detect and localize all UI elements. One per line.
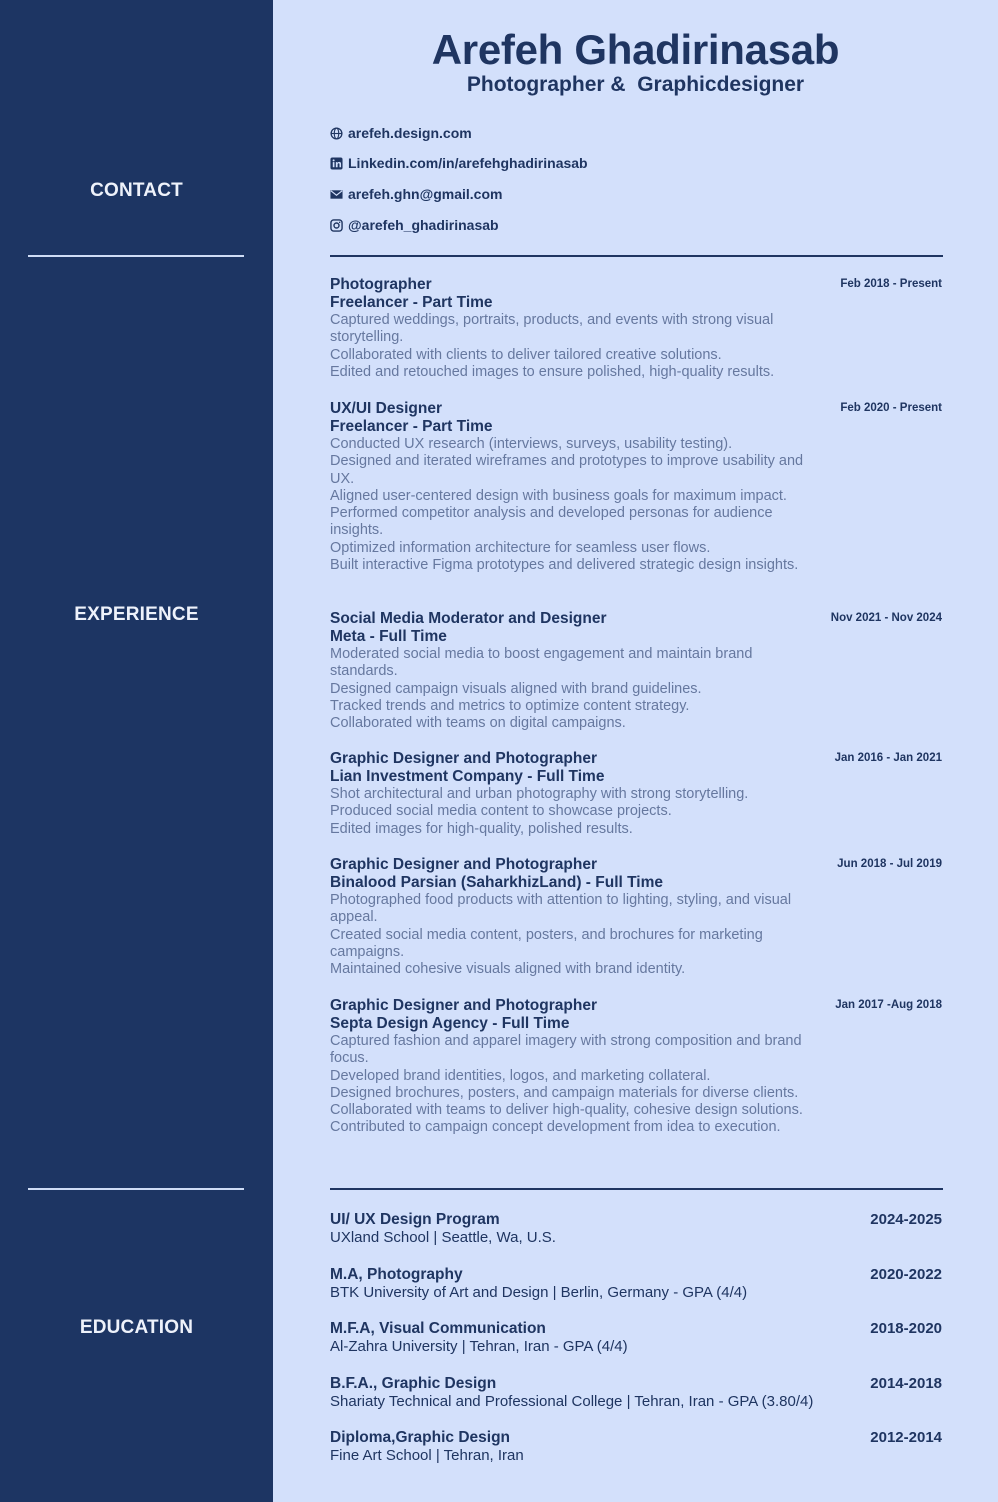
bullet-item: Edited and retouched images to ensure polished, high-quality results. (330, 363, 775, 380)
contact-instagram-text: @arefeh_ghadirinasab (348, 217, 499, 233)
job-company: Binalood Parsian (SaharkhizLand) - Full Time (330, 874, 664, 891)
bullet-item: Maintained cohesive visuals aligned with brand identity. (330, 961, 686, 978)
instagram-icon (330, 219, 343, 232)
bullet-item: Shot architectural and urban photography with strong storytelling. (330, 786, 749, 802)
edu-school: Shariaty Technical and Professional College | Tehran, Iran - GPA (3.80/4) (330, 1393, 814, 1410)
bullet-item: Conducted UX research (interviews, surveys, usability testing). (330, 436, 733, 452)
bullet-item: Developed brand identities, logos, and marketing collateral. (330, 1067, 711, 1084)
job-title: Graphic Designer and Photographer (330, 856, 597, 873)
experience-item (330, 856, 942, 978)
job-company: Meta - Full Time (330, 628, 447, 645)
edu-degree: Diploma,Graphic Design (330, 1429, 511, 1446)
job-title: Graphic Designer and Photographer (330, 997, 597, 1014)
job-dates: Nov 2021 - Nov 2024 (830, 612, 942, 624)
contact-email[interactable] (330, 184, 502, 204)
edu-years: 2020-2022 (870, 1266, 942, 1283)
edu-years: 2012-2014 (870, 1429, 942, 1446)
bullet-item: Moderated social media to boost engagement and maintain brand standards. (330, 646, 753, 680)
bullet-item: Collaborated with clients to deliver tailored creative solutions. (330, 346, 722, 363)
bullet-item: Designed and iterated wireframes and prototypes to improve usability and UX. (330, 453, 804, 487)
experience-item (330, 997, 942, 1137)
linkedin-icon (330, 157, 343, 170)
education-item (330, 1320, 942, 1356)
bullet-item: Optimized information architecture for seamless user flows. (330, 539, 711, 556)
education-item (330, 1429, 942, 1465)
person-name: Arefeh Ghadirinasab (431, 26, 840, 73)
job-bullets (330, 1033, 820, 1137)
person-title: Photographer & Graphicdesigner (466, 73, 805, 96)
contact-website-text: arefeh.design.com (348, 125, 472, 141)
edu-school: UXland School | Seattle, Wa, U.S. (330, 1229, 556, 1246)
bullet-item: Edited images for high-quality, polished results. (330, 820, 633, 837)
education-item (330, 1266, 942, 1302)
section-divider (330, 255, 943, 257)
job-company: Freelancer - Part Time (330, 418, 493, 435)
edu-years: 2024-2025 (870, 1211, 942, 1228)
job-dates: Jan 2016 - Jan 2021 (834, 752, 942, 764)
bullet-item: Created social media content, posters, and brochures for marketing campaigns. (330, 926, 763, 960)
job-dates: Jan 2017 -Aug 2018 (835, 999, 942, 1011)
bullet-item: Designed campaign visuals aligned with brand guidelines. (330, 680, 702, 697)
sidebar-divider (28, 255, 244, 257)
contact-instagram[interactable] (330, 215, 499, 235)
experience-item (330, 610, 942, 732)
section-label-experience: EXPERIENCE (74, 604, 199, 625)
job-bullets (330, 892, 820, 978)
sidebar (0, 0, 273, 1502)
job-title: Social Media Moderator and Designer (330, 610, 607, 627)
bullet-item: Performed competitor analysis and developed personas for audience insights. (330, 505, 773, 539)
section-label-contact: CONTACT (90, 180, 183, 201)
contact-email-text: arefeh.ghn@gmail.com (348, 186, 503, 202)
edu-school: Fine Art School | Tehran, Iran (330, 1447, 524, 1464)
education-item (330, 1375, 942, 1411)
edu-degree: M.F.A, Visual Communication (330, 1320, 546, 1337)
bullet-item: Contributed to campaign concept development from idea to execution. (330, 1119, 781, 1136)
job-title: Graphic Designer and Photographer (330, 750, 597, 767)
bullet-item: Collaborated with teams on digital campaigns. (330, 715, 626, 732)
edu-school: BTK University of Art and Design | Berlin, Germany - GPA (4/4) (330, 1284, 748, 1301)
section-label-education: EDUCATION (79, 1317, 194, 1338)
job-company: Freelancer - Part Time (330, 294, 493, 311)
bullet-item: Tracked trends and metrics to optimize content strategy. (330, 697, 690, 714)
bullet-item: Produced social media content to showcase projects. (330, 803, 672, 820)
job-dates: Feb 2018 - Present (840, 278, 942, 290)
experience-item (330, 400, 942, 574)
education-item (330, 1211, 942, 1247)
edu-years: 2014-2018 (870, 1375, 942, 1392)
job-bullets (330, 786, 820, 838)
job-bullets (330, 312, 820, 381)
edu-years: 2018-2020 (870, 1320, 942, 1337)
bullet-item: Collaborated with teams to deliver high-quality, cohesive design solutions. (330, 1102, 803, 1119)
section-divider (330, 1188, 943, 1190)
contact-linkedin-text: Linkedin.com/in/arefehghadirinasab (348, 155, 588, 171)
experience-item (330, 276, 942, 381)
edu-degree: M.A, Photography (330, 1266, 463, 1283)
job-company: Septa Design Agency - Full Time (330, 1015, 570, 1032)
job-bullets (330, 436, 820, 574)
contact-linkedin[interactable] (330, 153, 588, 173)
globe-icon (330, 127, 343, 140)
contact-website[interactable] (330, 123, 472, 143)
bullet-item: Photographed food products with attention to lighting, styling, and visual appeal. (330, 892, 792, 926)
sidebar-divider (28, 1188, 244, 1190)
bullet-item: Designed brochures, posters, and campaign materials for diverse clients. (330, 1084, 799, 1101)
experience-item (330, 750, 942, 838)
edu-degree: B.F.A., Graphic Design (330, 1375, 497, 1392)
bullet-item: Captured fashion and apparel imagery with strong composition and brand focus. (330, 1033, 802, 1067)
edu-school: Al-Zahra University | Tehran, Iran - GPA (4/4) (330, 1338, 628, 1355)
job-dates: Feb 2020 - Present (840, 402, 942, 414)
job-bullets (330, 646, 820, 732)
bullet-item: Built interactive Figma prototypes and delivered strategic design insights. (330, 557, 799, 574)
job-company: Lian Investment Company - Full Time (330, 768, 605, 785)
job-title: UX/UI Designer (330, 400, 442, 417)
bullet-item: Aligned user-centered design with business goals for maximum impact. (330, 487, 787, 504)
edu-degree: UI/ UX Design Program (330, 1211, 500, 1228)
job-dates: Jun 2018 - Jul 2019 (837, 858, 942, 870)
envelope-icon (330, 188, 343, 201)
job-title: Photographer (330, 276, 432, 293)
bullet-item: Captured weddings, portraits, products, and events with strong visual storytelling. (330, 312, 774, 346)
